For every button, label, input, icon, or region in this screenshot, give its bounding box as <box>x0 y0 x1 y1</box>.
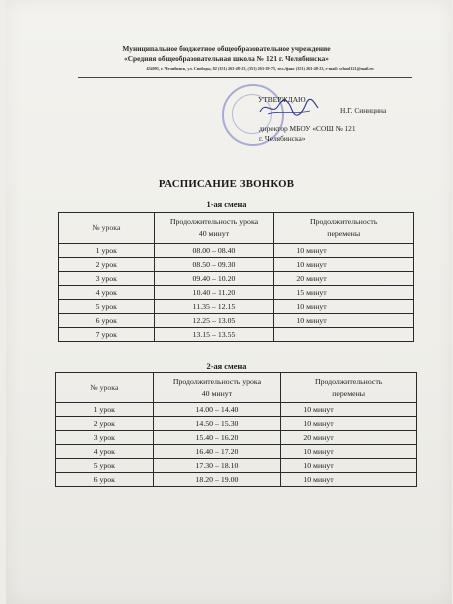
lesson-cell: 3 урок <box>59 272 155 286</box>
shift1-title: 1-ая смена <box>206 200 247 209</box>
school-name-line: «Средняя общеобразовательная школа № 121 г. Челябинска» <box>124 54 329 63</box>
break-cell <box>274 328 414 342</box>
break-cell: 10 минут <box>281 403 417 417</box>
time-cell: 08.00 – 08.40 <box>154 244 274 258</box>
time-cell: 08.50 – 09.30 <box>154 258 274 272</box>
table-row <box>59 272 414 286</box>
lesson-cell: 3 урок <box>56 431 154 445</box>
shift2-table <box>55 372 417 487</box>
table-header-row <box>59 213 414 244</box>
header-break <box>274 213 414 244</box>
school-type-line: Муниципальное бюджетное общеобразовательное учреждение <box>122 44 331 53</box>
shift1-table <box>58 212 414 342</box>
lesson-cell: 1 урок <box>59 244 155 258</box>
table-row <box>59 328 414 342</box>
break-cell: 15 минут <box>274 286 414 300</box>
break-cell: 10 минут <box>281 459 417 473</box>
lesson-cell: 6 урок <box>56 473 154 487</box>
table-row <box>59 244 414 258</box>
shift2-rows <box>56 403 417 487</box>
header-break-line2: перемены <box>332 388 366 398</box>
time-cell: 14.00 – 14.40 <box>153 403 281 417</box>
table-row <box>59 258 414 272</box>
break-cell: 20 минут <box>274 272 414 286</box>
lesson-cell: 6 урок <box>59 314 155 328</box>
header-duration <box>154 213 274 244</box>
approval-word: УТВЕРЖДАЮ <box>258 95 306 104</box>
table-row <box>59 286 414 300</box>
shift2-title: 2-ая смена <box>206 362 247 371</box>
break-cell: 10 минут <box>281 417 417 431</box>
break-cell: 20 минут <box>281 431 417 445</box>
table-row <box>56 459 417 473</box>
header-divider <box>78 77 412 78</box>
table-row <box>56 431 417 445</box>
time-cell: 17.30 – 18.10 <box>153 459 281 473</box>
approver-position-city: г. Челябинска» <box>259 134 306 143</box>
lesson-cell: 5 урок <box>56 459 154 473</box>
time-cell: 12.25 – 13.05 <box>154 314 274 328</box>
break-cell: 10 минут <box>274 314 414 328</box>
table-row <box>59 314 414 328</box>
header-break <box>281 373 417 403</box>
time-cell: 18.20 – 19.00 <box>153 473 281 487</box>
lesson-cell: 5 урок <box>59 300 155 314</box>
header-break-line1: Продолжительность <box>314 376 383 386</box>
break-cell: 10 минут <box>281 445 417 459</box>
time-cell: 10.40 – 11.20 <box>154 286 274 300</box>
header-lesson: № урока <box>59 213 155 244</box>
lesson-cell: 2 урок <box>59 258 155 272</box>
break-cell: 10 минут <box>274 300 414 314</box>
table-header-row <box>56 373 417 403</box>
lesson-cell: 4 урок <box>56 445 154 459</box>
lesson-cell: 2 урок <box>56 417 154 431</box>
header-duration-line2: 40 минут <box>198 229 230 238</box>
time-cell: 15.40 – 16.20 <box>153 431 281 445</box>
break-cell: 10 минут <box>274 258 414 272</box>
break-cell: 10 минут <box>281 473 417 487</box>
table-row <box>56 403 417 417</box>
shift1-rows <box>59 244 414 342</box>
table-row <box>59 300 414 314</box>
lesson-cell: 1 урок <box>56 403 154 417</box>
time-cell: 14.50 – 15.30 <box>153 417 281 431</box>
header-lesson: № урока <box>56 373 154 403</box>
approver-name: Н.Г. Синицина <box>340 106 387 115</box>
time-cell: 11.35 – 12.15 <box>154 300 274 314</box>
table-row <box>56 417 417 431</box>
header-break-line1: Продолжительность <box>309 217 378 226</box>
break-cell: 10 минут <box>274 244 414 258</box>
table-row <box>56 445 417 459</box>
approver-position: директор МБОУ «СОШ № 121 <box>259 124 356 133</box>
header-duration-line1: Продолжительность урока <box>169 217 259 226</box>
table-row <box>56 473 417 487</box>
page-title: РАСПИСАНИЕ ЗВОНКОВ <box>158 178 295 190</box>
lesson-cell: 4 урок <box>59 286 155 300</box>
lesson-cell: 7 урок <box>59 328 155 342</box>
header-duration <box>153 373 281 403</box>
time-cell: 09.40 – 10.20 <box>154 272 274 286</box>
header-duration-line1: Продолжительность урока <box>172 376 262 386</box>
header-duration-line2: 40 минут <box>201 388 233 398</box>
header-break-line2: перемены <box>327 229 361 238</box>
time-cell: 16.40 – 17.20 <box>153 445 281 459</box>
school-contacts-line: 454091, г. Челябинск, ул. Свободы, 82 (351) 263-48-23, (351) 263-29-75, тел./факс (351) 263-48-23, e-mail: school121@mail.ru <box>146 66 374 71</box>
time-cell: 13.15 – 13.55 <box>154 328 274 342</box>
